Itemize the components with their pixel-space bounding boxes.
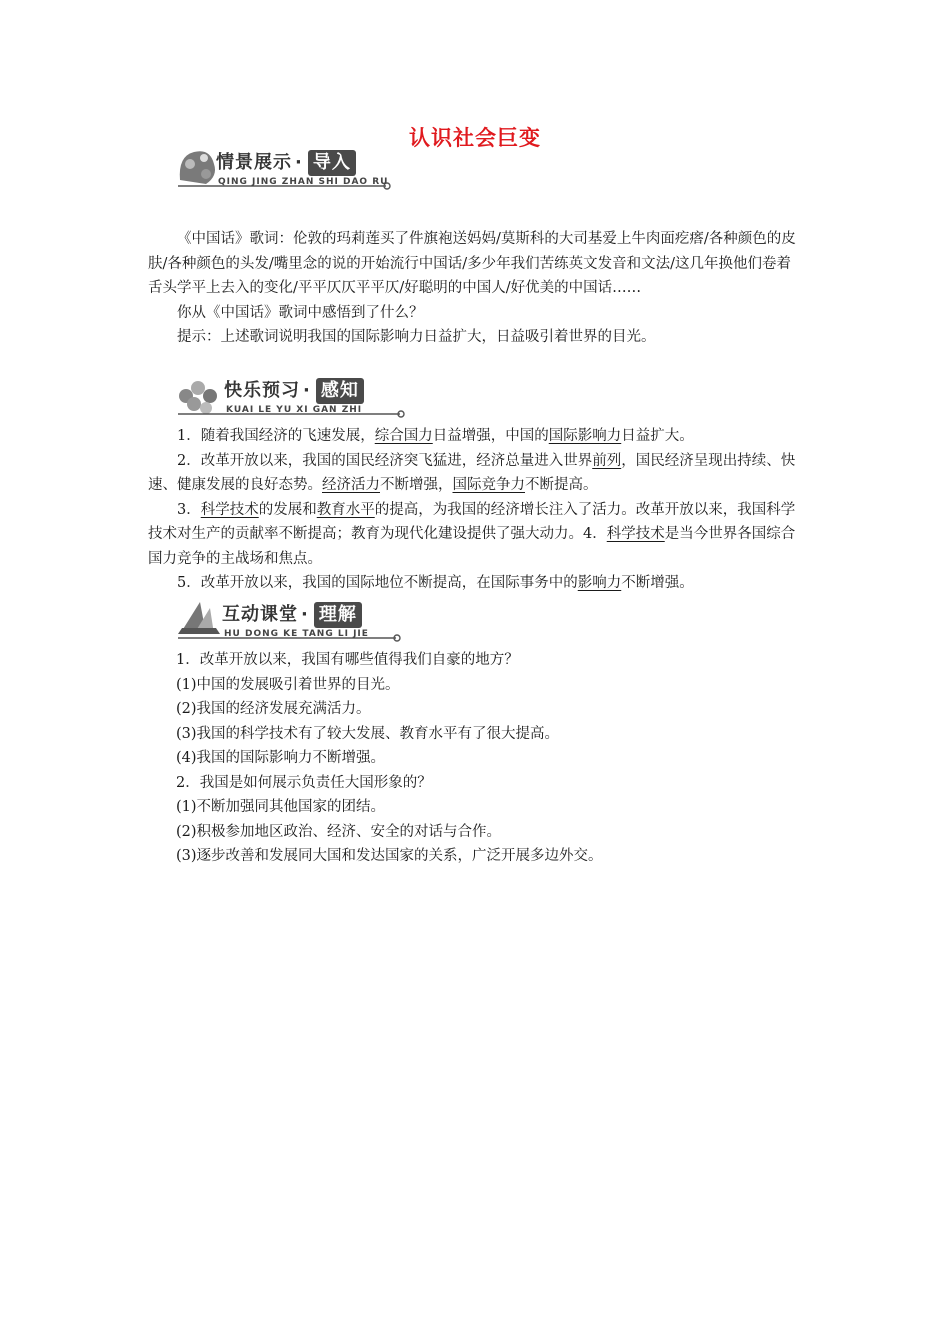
page-title: 认识社会巨变	[409, 126, 541, 150]
key-term: 前列	[592, 452, 622, 469]
classroom-line: (3)我国的科学技术有了较大发展、教育水平有了很大提高。	[176, 725, 560, 742]
classroom-line: 2．我国是如何展示负责任大国形象的？	[176, 774, 432, 791]
preview-section	[148, 424, 804, 596]
banner-dot: ·	[303, 380, 311, 401]
section-banner-intro	[176, 146, 392, 196]
banner-title: 情景展示	[216, 152, 292, 173]
key-term: 科学技术	[606, 526, 665, 542]
banner-dot: ·	[295, 152, 303, 173]
key-term: 国际竞争力	[452, 477, 525, 493]
preview-item-1	[148, 424, 804, 449]
text-run: 日益扩大。	[621, 428, 694, 444]
key-term: 经济活力	[322, 477, 380, 493]
text-run: 2．改革开放以来，我国的国民经济突飞猛进，经济总量进入世界	[177, 452, 593, 469]
section-banner-classroom	[176, 598, 402, 648]
banner-tag: 导入	[308, 150, 356, 176]
banner-tag: 理解	[314, 602, 362, 628]
text-run: 是当今世界各国综合国力竞争的主战场和焦点。	[148, 526, 796, 567]
intro-section	[148, 227, 804, 350]
text-run: 不断提高。	[525, 477, 598, 493]
text-run: 的发展和	[258, 501, 317, 518]
question-paragraph: 你从《中国话》歌词中感悟到了什么？	[177, 304, 424, 321]
banner-tag: 感知	[316, 378, 364, 404]
text-run: 的提高，为我国的经济增长注入了活力。改革开放以来，我国科学技术对生产的贡献率不断提高；教育为现代化建设提供了强大动力。4．	[148, 501, 796, 542]
text-run: ，国民经济呈现出持续、快速、健康发展的良好态势。	[148, 452, 796, 493]
preview-item-3	[148, 498, 804, 572]
banner-title: 互动课堂	[222, 604, 298, 625]
key-term: 影响力	[577, 575, 622, 591]
text-run: 3．	[177, 501, 201, 518]
classroom-line: (2)我国的经济发展充满活力。	[176, 701, 371, 717]
preview-item-5	[148, 571, 804, 596]
preview-item-2	[148, 449, 804, 498]
hint-paragraph: 提示：上述歌词说明我国的国际影响力日益扩大，日益吸引着世界的目光。	[177, 329, 656, 345]
key-term: 科学技术	[200, 501, 259, 518]
classroom-line: (4)我国的国际影响力不断增强。	[176, 750, 386, 766]
text-run: 1．随着我国经济的飞速发展，	[177, 428, 375, 444]
text-run: 不断增强，	[380, 477, 453, 493]
banner-dot: ·	[301, 604, 309, 625]
key-term: 综合国力	[374, 428, 433, 444]
classroom-line: 1．改革开放以来，我国有哪些值得我们自豪的地方？	[176, 652, 519, 668]
lyrics-paragraph: 《中国话》歌词：伦敦的玛莉莲买了件旗袍送妈妈/莫斯科的大司基爱上牛肉面疙瘩/各种颜色的皮肤/各种颜色的头发/嘴里念的说的开始流行中国话/多少年我们苦练英文发音和文法/这几年换他们卷着舌头学平上去入的变化/平平仄仄平平仄/好聪明的中国人/好优美的中国话……	[148, 231, 796, 296]
text-run: 日益增强，中国的	[432, 428, 549, 444]
key-term: 国际影响力	[548, 428, 622, 444]
section-banner-preview	[176, 374, 406, 424]
classroom-line: (2)积极参加地区政治、经济、安全的对话与合作。	[176, 823, 502, 840]
classroom-line: (1)中国的发展吸引着世界的目光。	[176, 676, 400, 693]
banner-pinyin: KUAI LE YU XI GAN ZHI	[226, 405, 363, 415]
banner-pinyin: QING JING ZHAN SHI DAO RU	[218, 177, 389, 187]
classroom-line: (3)逐步改善和发展同大国和发达国家的关系，广泛开展多边外交。	[176, 848, 603, 864]
text-run: 5．改革开放以来，我国的国际地位不断提高，在国际事务中的	[177, 575, 578, 591]
key-term: 教育水平	[316, 501, 375, 518]
text-run: 不断增强。	[621, 575, 694, 591]
classroom-section	[176, 648, 804, 869]
classroom-line: (1)不断加强同其他国家的团结。	[176, 799, 386, 815]
banner-pinyin: HU DONG KE TANG LI JIE	[224, 629, 369, 639]
banner-title: 快乐预习	[224, 380, 300, 401]
